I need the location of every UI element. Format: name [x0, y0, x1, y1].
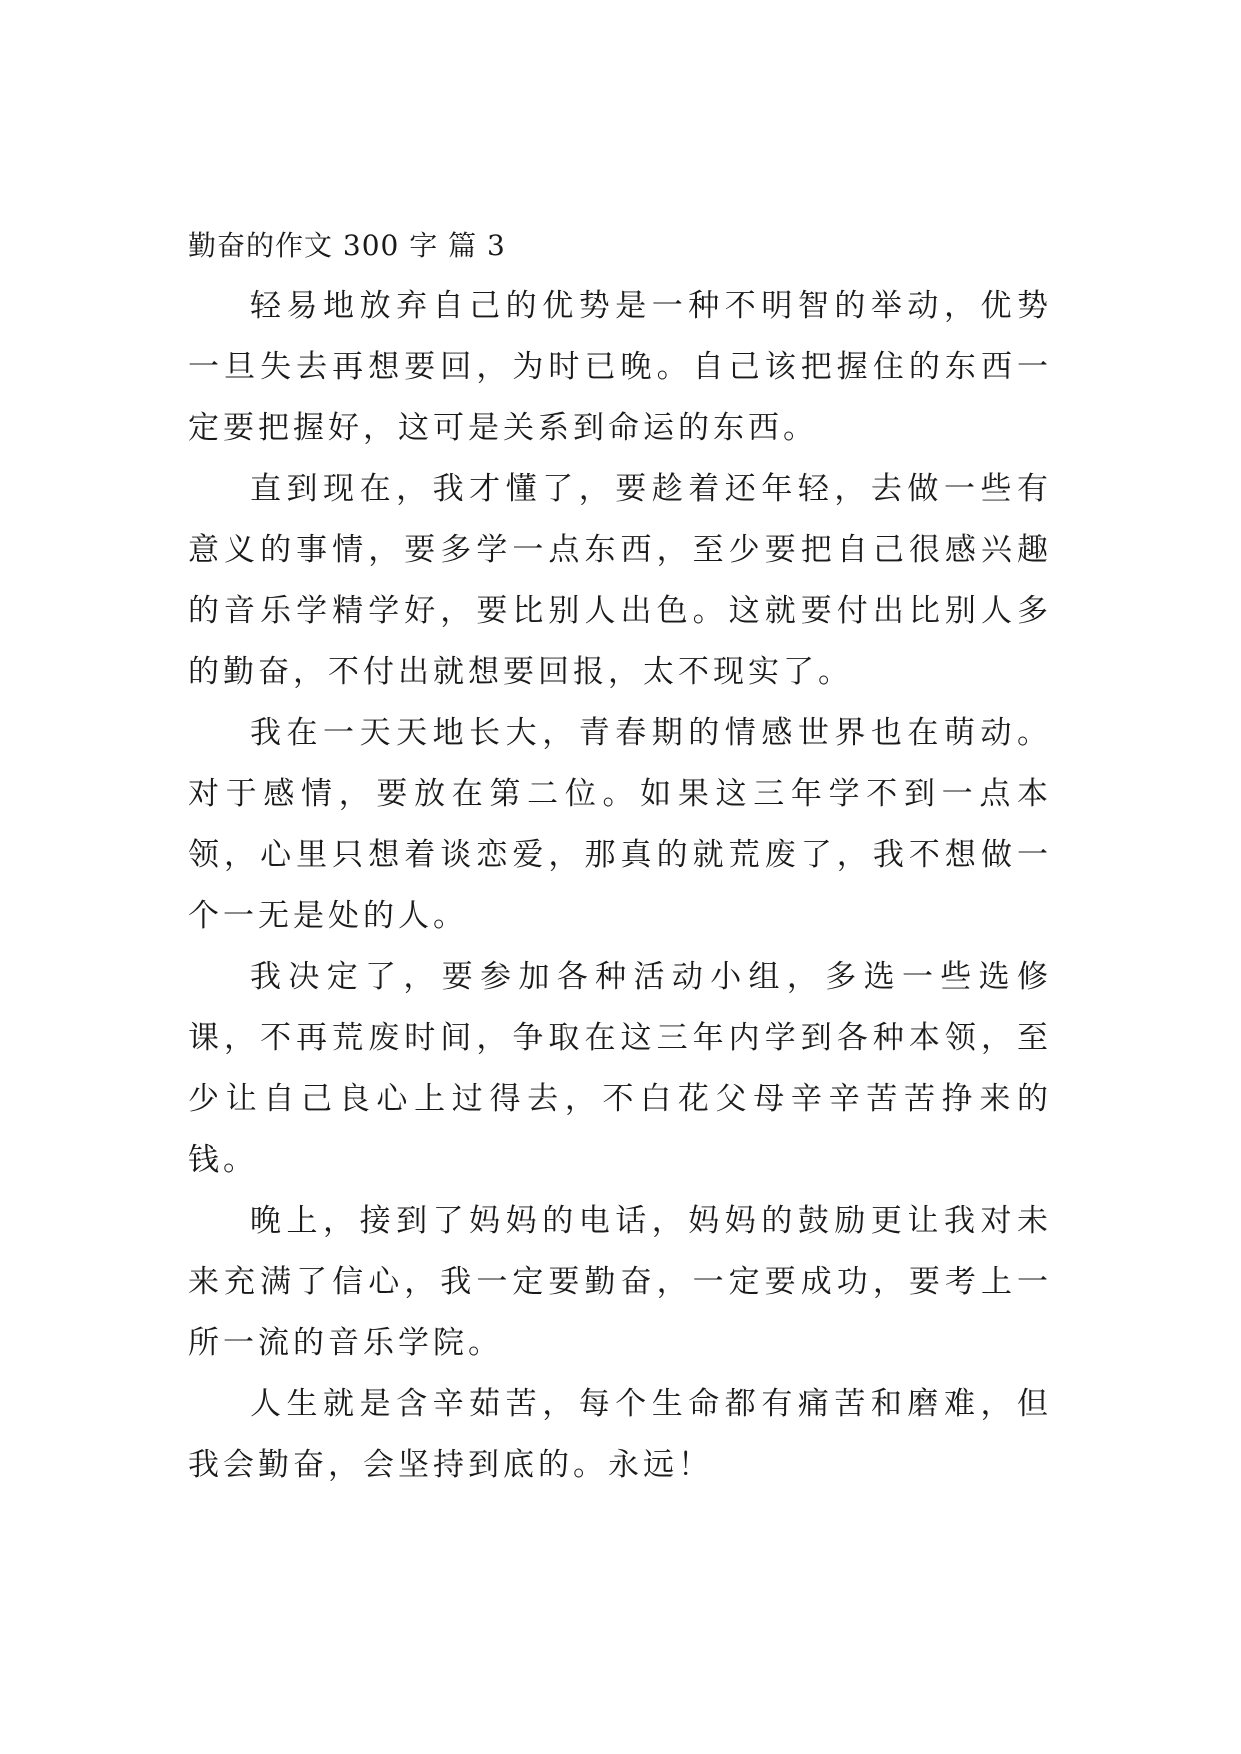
paragraph-5: 晚上，接到了妈妈的电话，妈妈的鼓励更让我对未来充满了信心，我一定要勤奋，一定要成功，要考上一所一流的音乐学院。	[188, 1203, 1052, 1361]
document-title: 勤奋的作文 300 字 篇 3	[188, 229, 506, 262]
document-body	[188, 216, 1052, 1496]
paragraph-2: 直到现在，我才懂了，要趁着还年轻，去做一些有意义的事情，要多学一点东西，至少要把自己很感兴趣的音乐学精学好，要比别人出色。这就要付出比别人多的勤奋，不付出就想要回报，太不现实了。	[188, 471, 1052, 690]
paragraph-1: 轻易地放弃自己的优势是一种不明智的举动，优势一旦失去再想要回，为时已晚。自己该把握住的东西一定要把握好，这可是关系到命运的东西。	[188, 288, 1052, 446]
paragraph-4: 我决定了，要参加各种活动小组，多选一些选修课，不再荒废时间，争取在这三年内学到各种本领，至少让自己良心上过得去，不白花父母辛辛苦苦挣来的钱。	[188, 959, 1052, 1178]
paragraph-6: 人生就是含辛茹苦，每个生命都有痛苦和磨难，但我会勤奋，会坚持到底的。永远！	[188, 1386, 1052, 1483]
paragraph-3: 我在一天天地长大，青春期的情感世界也在萌动。对于感情，要放在第二位。如果这三年学不到一点本领，心里只想着谈恋爱，那真的就荒废了，我不想做一个一无是处的人。	[188, 715, 1052, 934]
